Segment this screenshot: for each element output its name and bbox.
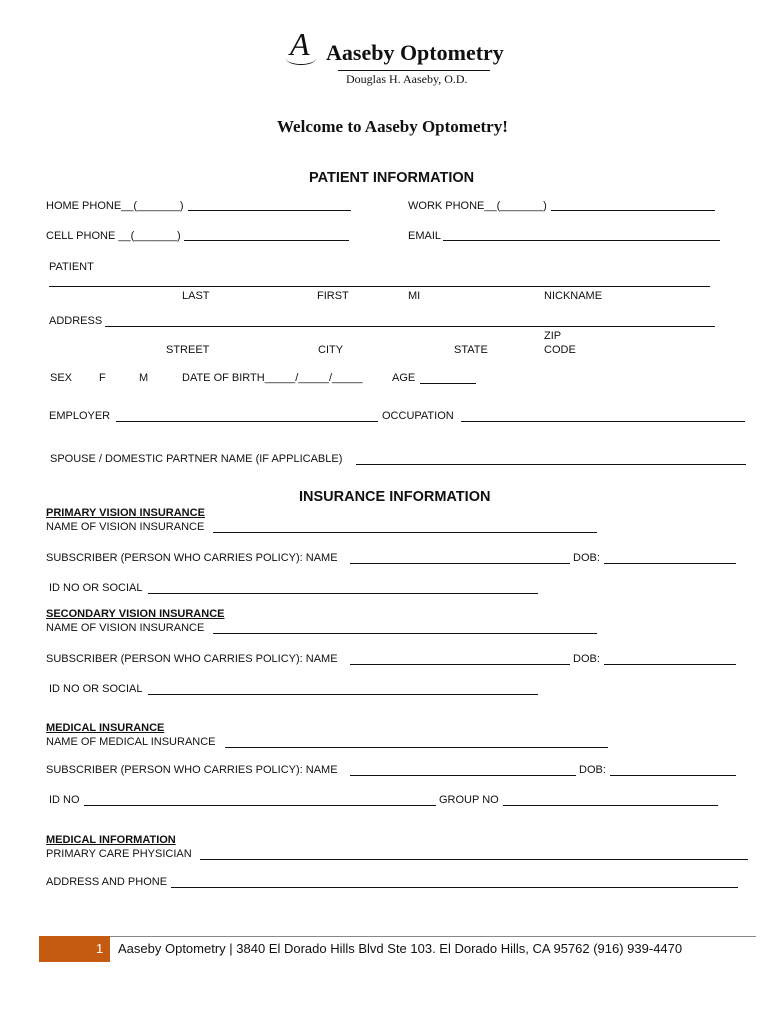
spouse-label: SPOUSE / DOMESTIC PARTNER NAME (IF APPLICABLE) [50, 453, 343, 465]
patient-label: PATIENT [49, 261, 94, 273]
secondary-insurance-title: SECONDARY VISION INSURANCE [46, 608, 225, 620]
sex-female-option[interactable]: F [99, 372, 106, 384]
primary-insurance-title: PRIMARY VISION INSURANCE [46, 507, 205, 519]
primary-id-field[interactable] [148, 593, 538, 594]
address-phone-label: ADDRESS AND PHONE [46, 876, 168, 888]
medical-id-label: ID NO [49, 794, 80, 806]
occupation-field[interactable] [461, 421, 745, 422]
code-caption: CODE [544, 344, 576, 356]
medical-subscriber-field[interactable] [350, 775, 576, 776]
sex-label: SEX [50, 372, 73, 384]
logo-mark: A [290, 26, 310, 62]
home-phone-field[interactable] [188, 210, 351, 211]
footer-page-number: 1 [96, 941, 104, 956]
logo-name: Aaseby Optometry [326, 40, 504, 65]
medical-group-label: GROUP NO [439, 794, 499, 806]
primary-dob-field[interactable] [604, 563, 736, 564]
medical-insurance-name-field[interactable] [225, 747, 608, 748]
footer-rule [110, 936, 756, 937]
primary-dob-label: DOB: [573, 552, 600, 564]
medical-info-title: MEDICAL INFORMATION [46, 834, 176, 846]
secondary-id-field[interactable] [148, 694, 538, 695]
primary-insurance-name-label: NAME OF VISION INSURANCE [46, 521, 205, 533]
logo-doctor: Douglas H. Aaseby, O.D. [346, 72, 468, 86]
address-field[interactable] [105, 326, 715, 327]
primary-subscriber-field[interactable] [350, 563, 570, 564]
cell-phone-field[interactable] [184, 240, 349, 241]
spouse-field[interactable] [356, 464, 746, 465]
secondary-dob-label: DOB: [573, 653, 600, 665]
state-caption: STATE [454, 344, 488, 356]
logo-rule [338, 70, 490, 71]
medical-group-field[interactable] [503, 805, 718, 806]
medical-subscriber-label: SUBSCRIBER (PERSON WHO CARRIES POLICY): NAME [46, 764, 338, 776]
employer-label: EMPLOYER [49, 410, 111, 422]
footer-address: Aaseby Optometry | 3840 El Dorado Hills Blvd Ste 103. El Dorado Hills, CA 95762 (916) 939-4470 [118, 941, 683, 956]
medical-insurance-title: MEDICAL INSURANCE [46, 722, 165, 734]
medical-dob-field[interactable] [610, 775, 736, 776]
zip-caption: ZIP [544, 330, 562, 342]
work-phone-field[interactable] [551, 210, 715, 211]
address-label: ADDRESS [49, 315, 103, 327]
physician-field[interactable] [200, 859, 748, 860]
primary-id-label: ID NO OR SOCIAL [49, 582, 143, 594]
secondary-insurance-name-label: NAME OF VISION INSURANCE [46, 622, 205, 634]
secondary-dob-field[interactable] [604, 664, 736, 665]
dob-label: DATE OF BIRTH_____/_____/_____ [182, 372, 363, 384]
email-label: EMAIL [408, 230, 442, 242]
home-phone-label: HOME PHONE__(_______) [46, 200, 184, 212]
medical-insurance-name-label: NAME OF MEDICAL INSURANCE [46, 736, 216, 748]
medical-dob-label: DOB: [579, 764, 606, 776]
secondary-insurance-name-field[interactable] [213, 633, 597, 634]
medical-id-field[interactable] [84, 805, 436, 806]
cell-phone-label: CELL PHONE __(_______) [46, 230, 181, 242]
secondary-id-label: ID NO OR SOCIAL [49, 683, 143, 695]
street-caption: STREET [166, 344, 210, 356]
physician-label: PRIMARY CARE PHYSICIAN [46, 848, 192, 860]
sex-male-option[interactable]: M [139, 372, 149, 384]
welcome-title: Welcome to Aaseby Optometry! [277, 117, 508, 136]
age-field[interactable] [420, 383, 476, 384]
nickname-caption: NICKNAME [544, 290, 603, 302]
first-name-caption: FIRST [317, 290, 349, 302]
patient-section-heading: PATIENT INFORMATION [309, 170, 475, 186]
primary-insurance-name-field[interactable] [213, 532, 597, 533]
occupation-label: OCCUPATION [382, 410, 454, 422]
logo-swoosh [286, 52, 316, 65]
age-label: AGE [392, 372, 416, 384]
primary-subscriber-label: SUBSCRIBER (PERSON WHO CARRIES POLICY): NAME [46, 552, 338, 564]
mi-caption: MI [408, 290, 421, 302]
last-name-caption: LAST [182, 290, 210, 302]
city-caption: CITY [318, 344, 344, 356]
secondary-subscriber-field[interactable] [350, 664, 570, 665]
insurance-section-heading: INSURANCE INFORMATION [299, 489, 491, 505]
work-phone-label: WORK PHONE__(_______) [408, 200, 547, 212]
address-phone-field[interactable] [171, 887, 738, 888]
employer-field[interactable] [116, 421, 378, 422]
email-field[interactable] [443, 240, 720, 241]
secondary-subscriber-label: SUBSCRIBER (PERSON WHO CARRIES POLICY): NAME [46, 653, 338, 665]
patient-name-field[interactable] [49, 286, 710, 287]
